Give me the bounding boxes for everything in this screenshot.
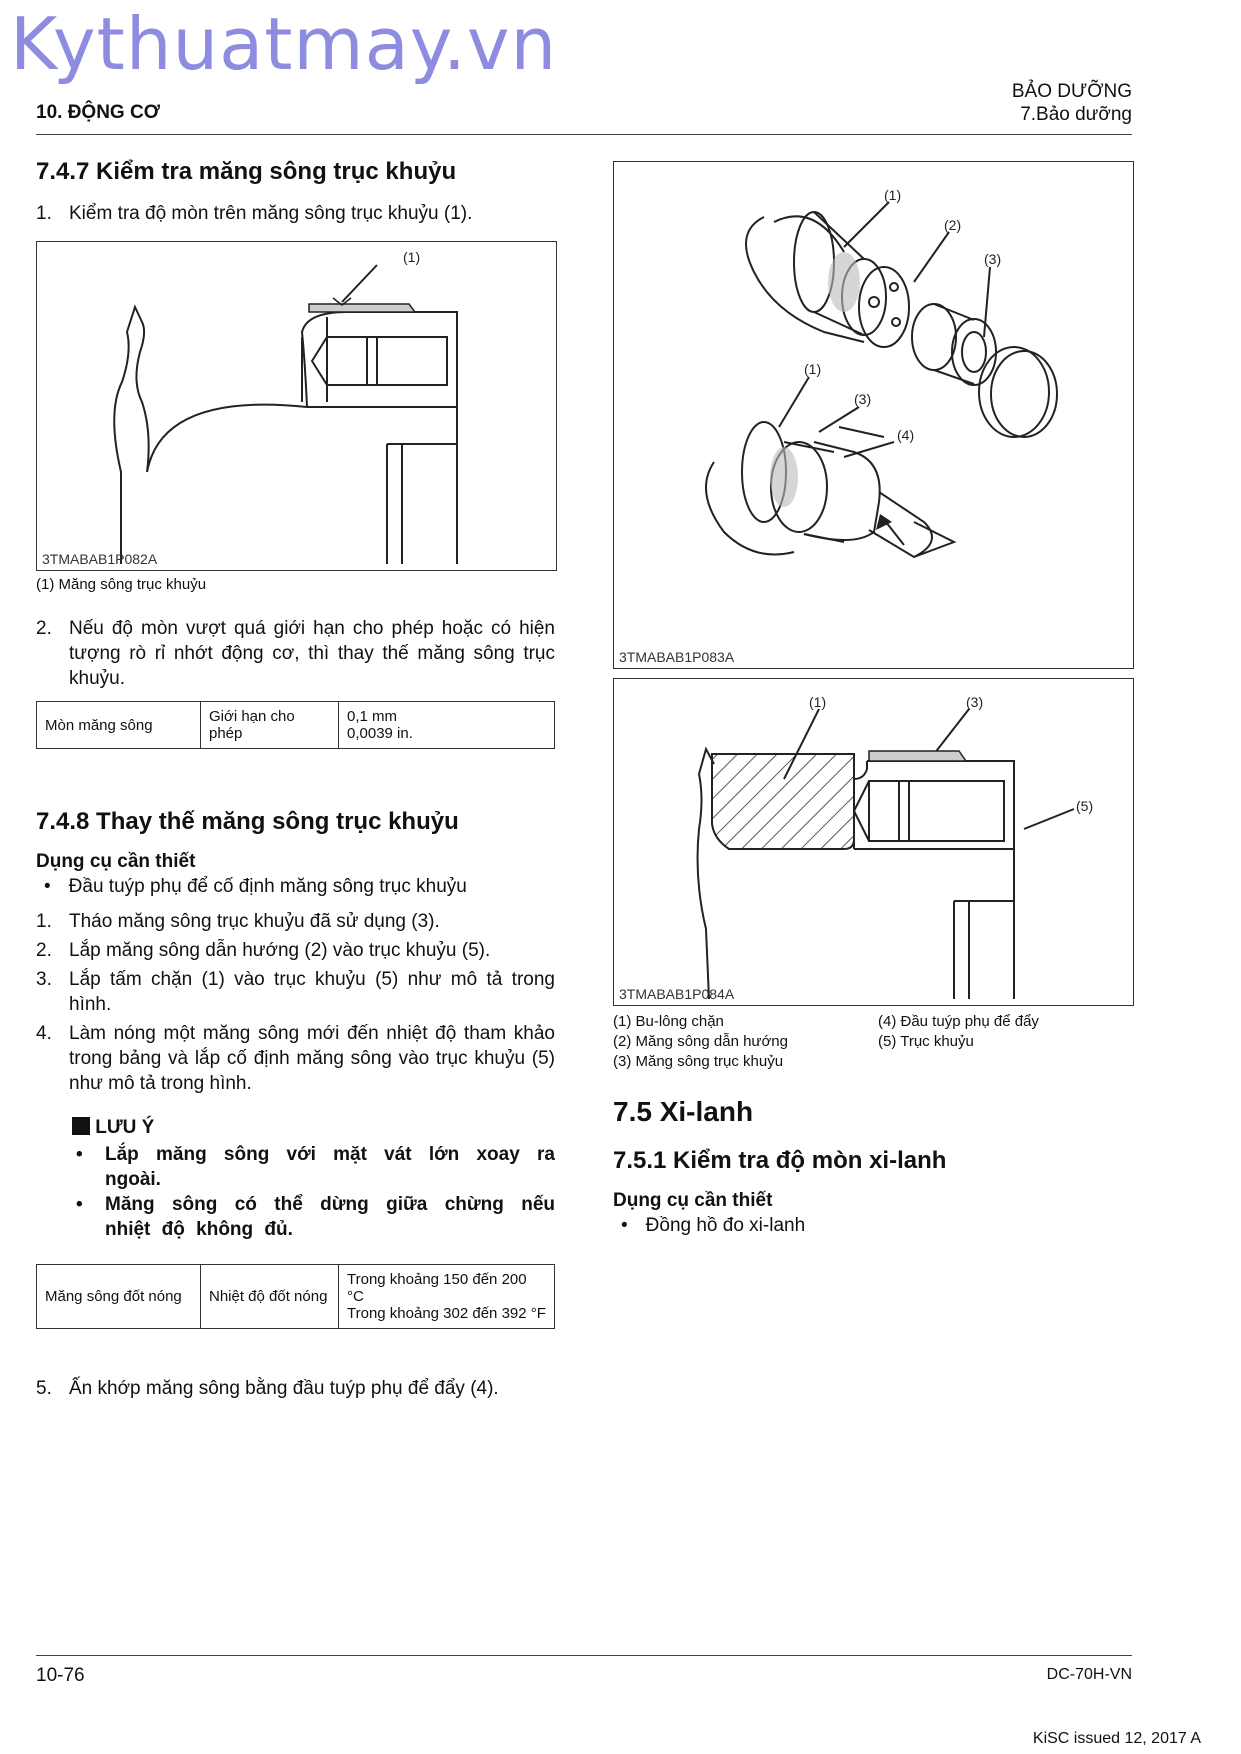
fig3-callout-3: (3): [966, 694, 984, 710]
note-item: • Măng sông có thể dừng giữa chừng nếu nhiệt độ không đủ.: [76, 1194, 555, 1240]
issued-note: KiSC issued 12, 2017 A: [1032, 1730, 1201, 1747]
step-5: 5. Ấn khớp măng sông bằng đầu tuýp phụ để đẩy (4).: [36, 1378, 499, 1399]
wear-limit-table: [36, 701, 555, 749]
step-1-text: Kiểm tra độ mòn trên măng sông trục khuỷu (1).: [69, 203, 473, 224]
note-text: Măng sông có thể dừng giữa chừng nếu nhiệt độ không đủ.: [105, 1194, 555, 1240]
figure-1-legend: (1) Măng sông trục khuỷu: [36, 576, 207, 593]
fig2-callout-3: (3): [984, 251, 1002, 267]
heating-label: Măng sông đốt nóng: [37, 1265, 201, 1329]
figure-legend-left: [613, 1012, 788, 1072]
crankshaft-parts-drawing: [614, 162, 1133, 668]
step-2-text: Nếu độ mòn vượt quá giới hạn cho phép hoặc có hiện tượng rò rỉ nhớt động cơ, thì thay thế măng sông trục khuỷu.: [69, 618, 555, 689]
wear-limit-value: [339, 702, 555, 749]
section-header-bottom: 7.Bảo dưỡng: [1020, 104, 1132, 125]
note-title: LƯU Ý: [95, 1117, 155, 1138]
sleeve-installation-drawing: [614, 679, 1133, 1005]
legend-item: (3) Măng sông trục khuỷu: [613, 1053, 784, 1070]
note-text: Lắp măng sông với mặt vát lớn xoay ra ngoài.: [105, 1144, 555, 1190]
section-7-4-8-title: 7.4.8 Thay thế măng sông trục khuỷu: [36, 808, 459, 835]
cylinder-tool-item: • Đồng hồ đo xi-lanh: [621, 1215, 806, 1236]
fig2-callout-1: (1): [884, 187, 902, 203]
heating-temp-value: [339, 1265, 555, 1329]
figure-code: 3TMABAB1P083A: [619, 649, 735, 665]
step-item: 2. Lắp măng sông dẫn hướng (2) vào trục khuỷu (5).: [36, 938, 555, 963]
note-square-icon: [72, 1117, 90, 1135]
heating-temp-f: Trong khoảng 302 đến 392 °F: [347, 1305, 546, 1322]
wear-limit-in: 0,0039 in.: [347, 725, 413, 742]
footer-rule: [36, 1655, 1132, 1656]
fig3-callout-5: (5): [1076, 798, 1094, 814]
heating-temp-c: Trong khoảng 150 đến 200 °C: [347, 1271, 527, 1305]
seal-cross-section-drawing: [37, 242, 556, 570]
figure-code: 3TMABAB1P082A: [42, 551, 158, 567]
tool-item: • Đầu tuýp phụ để cố định măng sông trục khuỷu: [44, 876, 467, 897]
cylinder-tool-text: Đồng hồ đo xi-lanh: [645, 1215, 806, 1236]
section-header: [1012, 80, 1132, 126]
step-text: Lắp măng sông dẫn hướng (2) vào trục khuỷu (5).: [69, 940, 491, 961]
header-rule: [36, 134, 1132, 135]
section-header-top: BẢO DƯỠNG: [1011, 81, 1132, 102]
legend-item: (5) Trục khuỷu: [878, 1033, 974, 1050]
steps-list: [36, 909, 555, 1096]
note-box: [72, 1115, 555, 1242]
step-2: 2. Nếu độ mòn vượt quá giới hạn cho phép hoặc có hiện tượng rò rỉ nhớt động cơ, thì thay thế măng sông trục khuỷu.: [36, 618, 555, 689]
page-number: 10-76: [36, 1665, 85, 1686]
allowable-limit-label: Giới hạn cho phép: [201, 702, 339, 749]
note-heading: [72, 1115, 555, 1140]
fig2-callout-4: (1): [804, 361, 822, 377]
step-5-text: Ấn khớp măng sông bằng đầu tuýp phụ để đẩy (4).: [69, 1378, 499, 1399]
legend-item: (4) Đầu tuýp phụ để đẩy: [878, 1013, 1039, 1030]
figure-install-tools: [613, 161, 1134, 669]
legend-item: (1) Bu-lông chặn: [613, 1013, 724, 1030]
figure-code: 3TMABAB1P084A: [619, 986, 735, 1002]
wear-limit-label: Mòn măng sông: [37, 702, 201, 749]
tools-heading: Dụng cụ cần thiết: [36, 851, 196, 872]
document-code: DC-70H-VN: [1046, 1666, 1132, 1683]
fig3-callout-1: (1): [809, 694, 827, 710]
fig1-callout: (1): [403, 249, 421, 265]
step-item: 3. Lắp tấm chặn (1) vào trục khuỷu (5) như mô tả trong hình.: [36, 969, 555, 1015]
heating-temp-label: Nhiệt độ đốt nóng: [201, 1265, 339, 1329]
figure-legend-right: [878, 1012, 1039, 1052]
watermark-logo: Kythuatmay.vn: [10, 2, 558, 86]
step-text: Lắp tấm chặn (1) vào trục khuỷu (5) như mô tả trong hình.: [69, 969, 555, 1015]
note-item: • Lắp măng sông với mặt vát lớn xoay ra ngoài.: [76, 1144, 555, 1190]
section-7-4-7-title: 7.4.7 Kiểm tra măng sông trục khuỷu: [36, 158, 457, 185]
wear-limit-mm: 0,1 mm: [347, 708, 398, 725]
step-item: 4. Làm nóng một măng sông mới đến nhiệt độ tham khảo trong bảng và lắp cố định măng sông vào trục khuỷu (5) như mô tả trong hình.: [36, 1023, 555, 1094]
figure-seal-wear: [36, 241, 557, 571]
section-7-5-1-title: 7.5.1 Kiểm tra độ mòn xi-lanh: [613, 1147, 947, 1174]
legend-item: (2) Măng sông dẫn hướng: [613, 1033, 788, 1050]
fig2-callout-2: (2): [944, 217, 962, 233]
step-item: 1. Tháo măng sông trục khuỷu đã sử dụng (3).: [36, 909, 555, 934]
tool-item-text: Đầu tuýp phụ để cố định măng sông trục khuỷu: [68, 876, 467, 897]
chapter-header: 10. ĐỘNG CƠ: [36, 102, 160, 123]
step-text: Tháo măng sông trục khuỷu đã sử dụng (3).: [69, 911, 440, 932]
fig2-callout-5: (3): [854, 391, 872, 407]
step-1: 1. Kiểm tra độ mòn trên măng sông trục khuỷu (1).: [36, 203, 473, 224]
section-7-5-title: 7.5 Xi-lanh: [613, 1096, 754, 1127]
cylinder-tools-heading: Dụng cụ cần thiết: [613, 1190, 773, 1211]
step-text: Làm nóng một măng sông mới đến nhiệt độ tham khảo trong bảng và lắp cố định măng sông vào trục khuỷu (5) như mô tả trong hình.: [69, 1023, 555, 1094]
heating-table: [36, 1264, 555, 1329]
figure-sleeve-installation: [613, 678, 1134, 1006]
fig2-callout-6: (4): [897, 427, 915, 443]
